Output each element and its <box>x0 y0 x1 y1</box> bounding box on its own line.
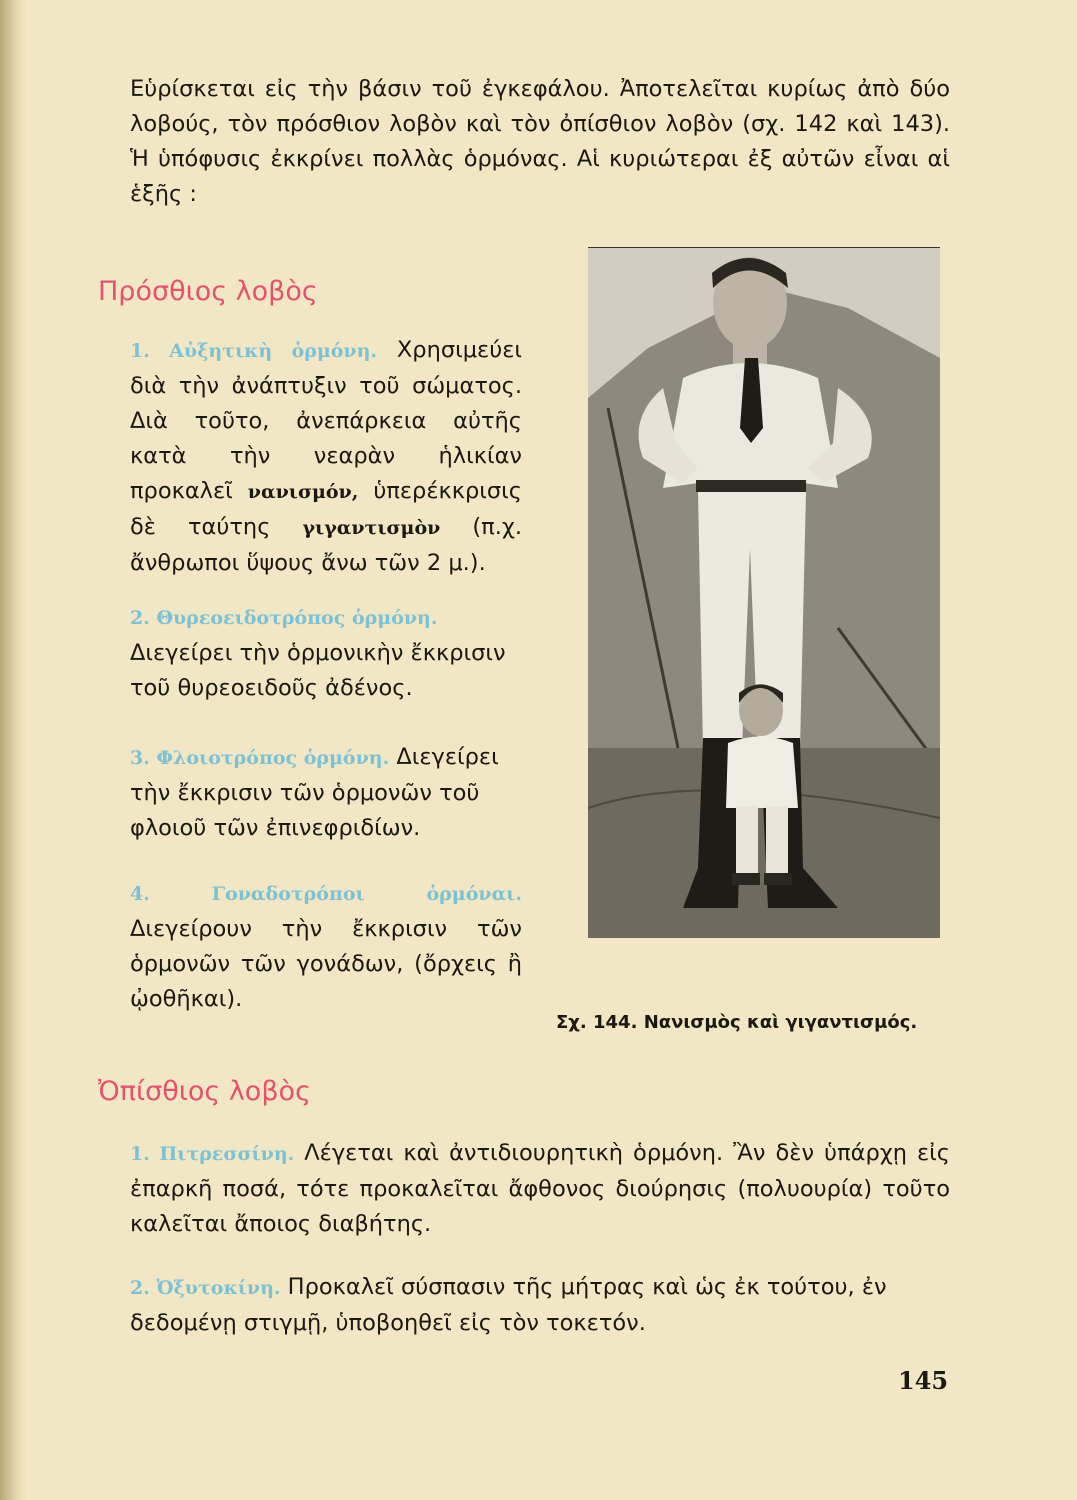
gigantism-term: γιγαντισμὸν <box>302 517 441 539</box>
front-item-2-lead: 2. Θυρεοειδοτρόπος ὁρμόνη. <box>130 607 438 629</box>
front-item-4-lead: 4. Γοναδοτρόποι ὁρμόναι. <box>130 883 522 905</box>
front-item-2-text: Διεγείρει τὴν ὁρμονικὴν ἔκκρισιν τοῦ θυρεοειδοῦς ἀδένος. <box>130 640 506 701</box>
front-item-1 <box>130 333 522 581</box>
giant-belt <box>696 480 806 492</box>
dwarf-left-leg <box>736 806 758 876</box>
dwarf-left-shoe <box>732 873 760 885</box>
front-item-4 <box>130 876 522 1017</box>
front-lobe-heading: Πρόσθιος λοβὸς <box>98 276 318 307</box>
back-item-1-lead: 1. Πιτρεσσίνη. <box>130 1143 295 1165</box>
dwarfism-term: νανισμόν, <box>247 481 359 503</box>
back-item-2-lead: 2. Ὀξυτοκίνη. <box>130 1277 281 1299</box>
page-number: 145 <box>898 1366 949 1395</box>
back-item-1 <box>130 1136 950 1242</box>
figure-caption: Σχ. 144. Νανισμὸς καὶ γιγαντισμός. <box>556 1012 918 1033</box>
intro-paragraph: Εὑρίσκεται εἰς τὴν βάσιν τοῦ ἐγκεφάλου. Ἀποτελεῖται κυρίως ἀπὸ δύο λοβούς, τὸν πρόσθιον λοβὸν καὶ τὸν ὀπίσθιον λοβὸν (σχ. 142 καὶ 143). Ἡ ὑπόφυσις ἐκκρίνει πολλὰς ὁρμόνας. Αἱ κυριώτεραι ἐξ αὐτῶν εἶναι αἱ ἑξῆς : <box>130 76 950 207</box>
dwarf-right-shoe <box>764 873 792 885</box>
back-item-2-text: Προκαλεῖ σύσπασιν τῆς μήτρας καὶ ὡς ἐκ τούτου, ἐν δεδομένῃ στιγμῇ, ὑποβοηθεῖ εἰς τὸν τοκετόν. <box>130 1274 887 1336</box>
front-item-1-text-3: (π.χ. ἄνθρωποι ὕψους ἄνω τῶν 2 μ.). <box>130 514 523 576</box>
back-item-2 <box>130 1270 950 1341</box>
front-item-3-lead: 3. Φλοιοτρόπος ὁρμόνη. <box>130 747 390 769</box>
front-item-2 <box>130 600 522 706</box>
back-item-1-text: Λέγεται καὶ ἀντιδιουρητικὴ ὁρμόνη. Ἂν δὲν ὑπάρχῃ εἰς ἐπαρκῆ ποσά, τότε προκαλεῖται ἄφθονος διούρησις (πολυουρία) τοῦτο καλεῖται ἄποιος διαβήτης. <box>130 1140 950 1237</box>
photo-illustration <box>588 248 940 938</box>
front-item-1-text-2: ὑπερέκκρισις δὲ ταύτης <box>130 478 522 540</box>
dwarf-right-leg <box>766 806 788 876</box>
front-item-4-text: Διεγείρουν τὴν ἔκκρισιν τῶν ὁρμονῶν τῶν γονάδων, (ὄρχεις ἢ ᾠοθῆκαι). <box>130 916 522 1012</box>
back-lobe-heading: Ὀπίσθιος λοβὸς <box>98 1076 311 1107</box>
giant-and-dwarf-photo <box>588 247 940 938</box>
page-binding-edge <box>0 0 26 1500</box>
front-item-1-lead: 1. Αὐξητικὴ ὁρμόνη. <box>130 340 378 362</box>
front-item-1-text: Χρησιμεύει διὰ τὴν ἀνάπτυξιν τοῦ σώματος. Διὰ τοῦτο, ἀνεπάρκεια αὐτῆς κατὰ τὴν νεαρὰν ἡλικίαν προκαλεῖ <box>130 337 522 504</box>
front-item-3-text: Διεγείρει τὴν ἔκκρισιν τῶν ὁρμονῶν τοῦ φλοιοῦ τῶν ἐπινεφριδίων. <box>130 744 499 841</box>
front-item-3 <box>130 740 522 846</box>
dwarf-shirt <box>726 737 798 809</box>
